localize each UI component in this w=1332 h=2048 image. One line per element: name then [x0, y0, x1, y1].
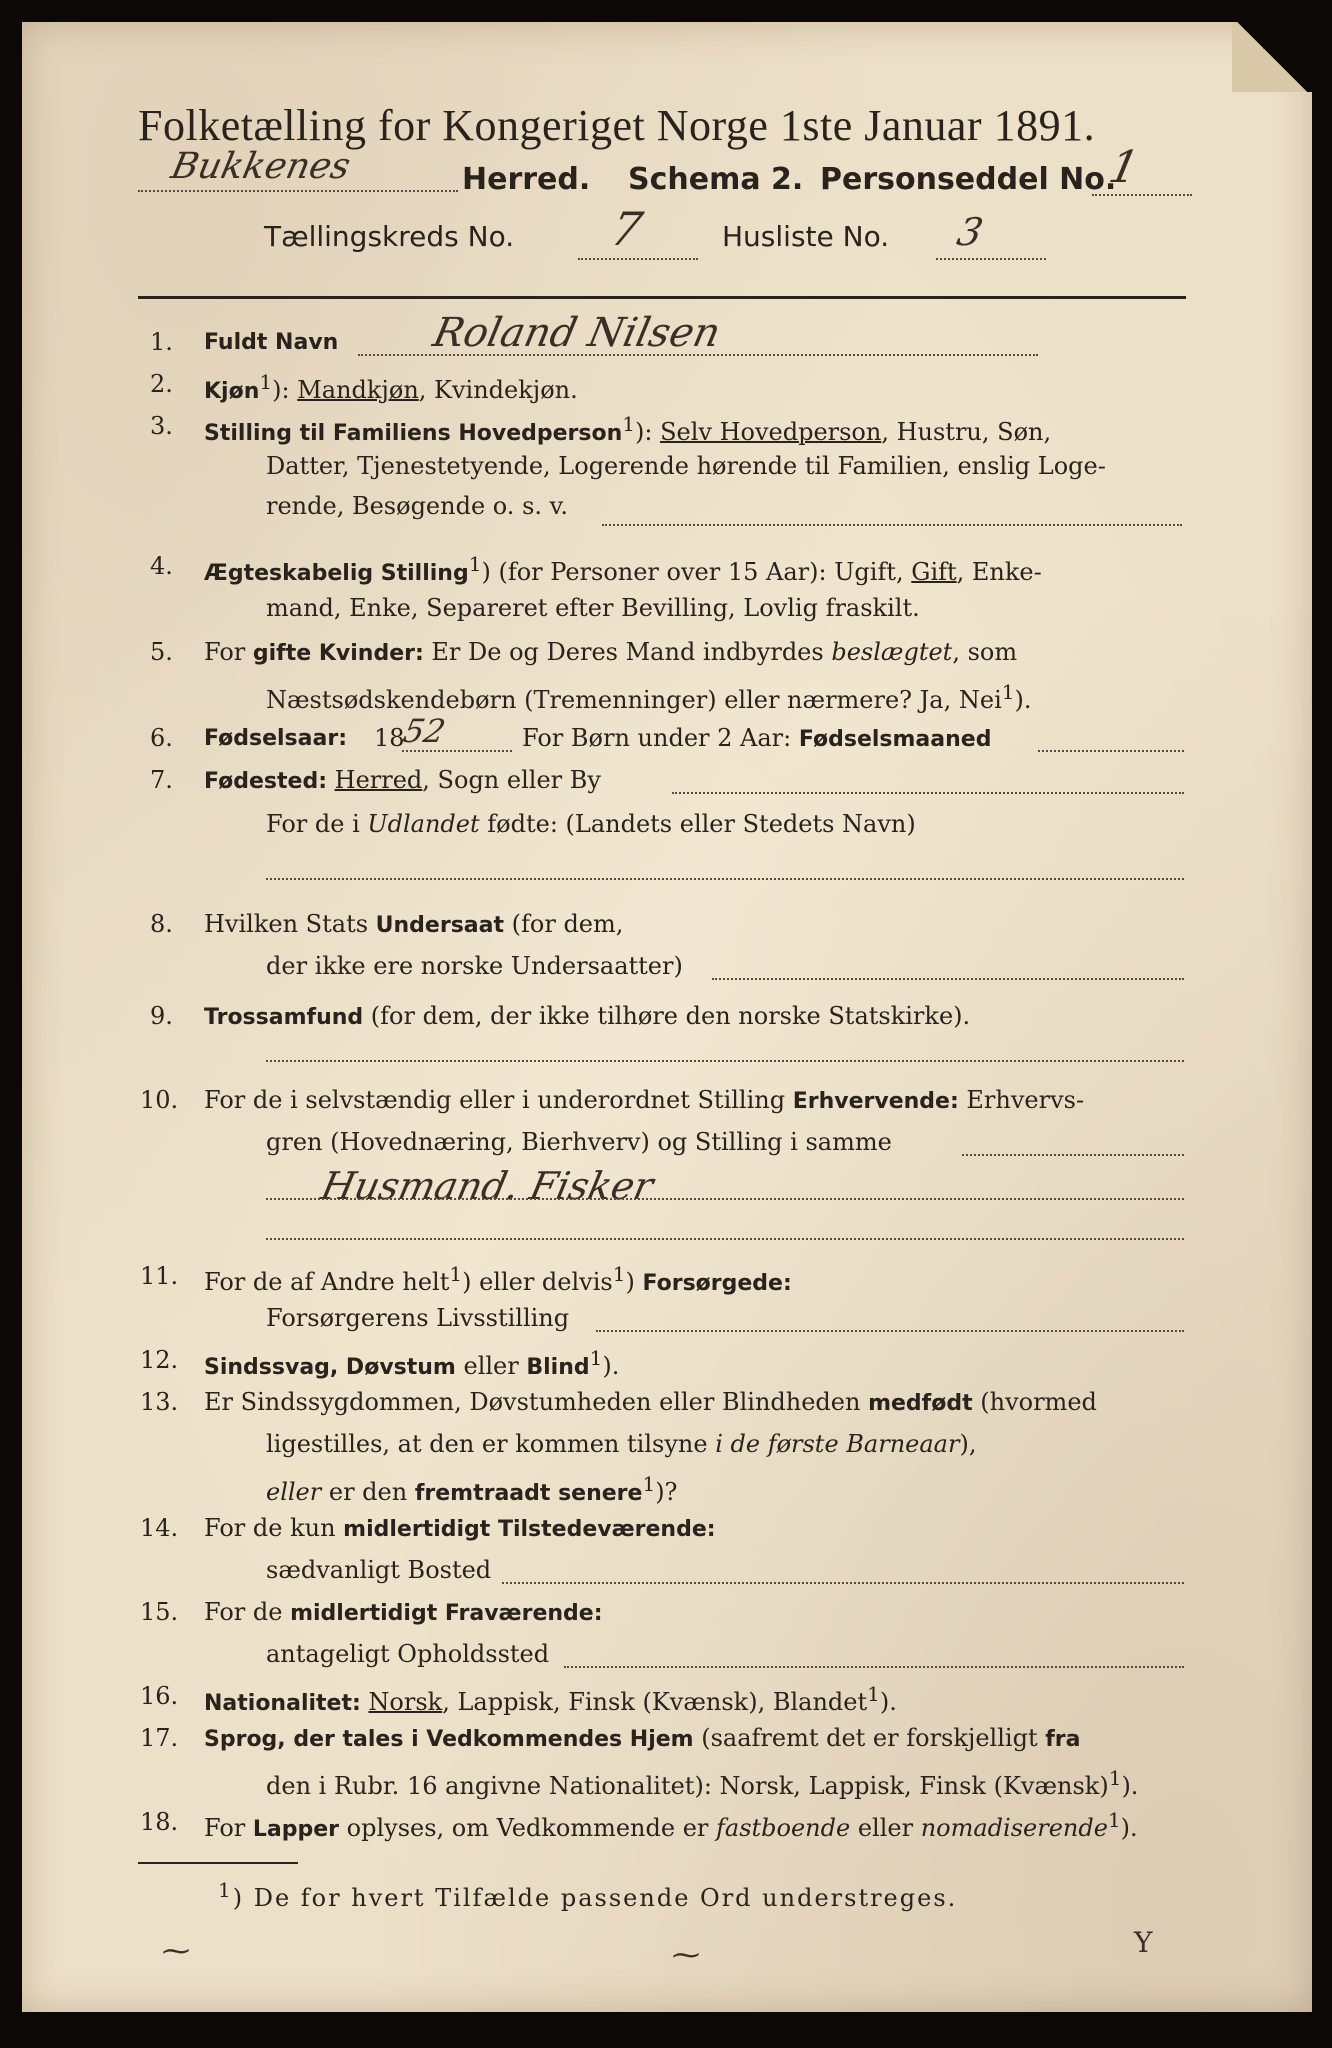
item-10-dots — [962, 1154, 1184, 1156]
item-8-number: 8. — [150, 910, 173, 938]
item-8-line2: der ikke ere norske Undersaatter) — [266, 952, 683, 980]
kreds-dots — [578, 258, 698, 260]
kreds-label: Tællingskreds No. — [264, 220, 515, 253]
item-5-line2: Næstsødskendebørn (Tremenninger) eller nærmere? Ja, Nei$^1$). — [266, 680, 1032, 714]
item-16-text: Nationalitet: Norsk, Lappisk, Finsk (Kvænsk), Blandet$^1$). — [204, 1682, 897, 1716]
item-12-number: 12. — [140, 1346, 179, 1374]
item-2-text: Kjøn$^1$): Mandkjøn, Kvindekjøn. — [204, 370, 578, 404]
item-4-number: 4. — [150, 552, 173, 580]
personseddel-value: 1 — [1104, 142, 1144, 193]
item-6-year-value: 52 — [399, 712, 449, 750]
husliste-value: 3 — [953, 210, 987, 254]
header-rule — [138, 296, 1186, 299]
footnote: $^1$) De for hvert Tilfælde passende Ord understreges. — [218, 1878, 958, 1912]
item-15-text: For de midlertidigt Fraværende: — [204, 1598, 603, 1626]
item-9-text: Trossamfund (for dem, der ikke tilhøre den norske Statskirke). — [204, 1002, 971, 1030]
item-8-text: Hvilken Stats Undersaat (for dem, — [204, 910, 624, 938]
schema-label: Schema 2. — [628, 162, 804, 197]
item-17-text: Sprog, der tales i Vedkommendes Hjem (saafremt det er forskjelligt fra — [204, 1724, 1081, 1752]
item-13-text: Er Sindssygdommen, Døvstumheden eller Blindheden medfødt (hvormed — [204, 1388, 1097, 1416]
item-16-number: 16. — [140, 1682, 179, 1710]
item-3-line2: Datter, Tjenestetyende, Logerende hørende til Familien, enslig Loge- — [266, 452, 1106, 480]
item-13-line3: eller er den fremtraadt senere$^1$)? — [266, 1472, 678, 1506]
item-3-number: 3. — [150, 412, 173, 440]
form-title: Folketælling for Kongeriget Norge 1ste Januar 1891. — [138, 101, 1096, 150]
item-14-text: For de kun midlertidigt Tilstedeværende: — [204, 1514, 716, 1542]
item-7-dots-2 — [266, 878, 1184, 880]
margin-mark-center: ⁓ — [672, 1938, 700, 1971]
herred-label: Herred. — [462, 162, 591, 197]
footnote-rule — [138, 1862, 298, 1864]
item-6-year-dots — [402, 750, 512, 752]
census-form — [22, 22, 1312, 2012]
item-1-number: 1. — [150, 328, 173, 356]
item-15-number: 15. — [140, 1598, 179, 1626]
item-10-text: For de i selvstændig eller i underordnet Stilling Erhvervende: Erhvervs- — [204, 1086, 1085, 1114]
item-6-year-prefix: 18 — [374, 724, 405, 752]
item-4-text: Ægteskabelig Stilling$^1$) (for Personer over 15 Aar): Ugift, Gift, Enke- — [204, 552, 1042, 586]
item-5-text: For gifte Kvinder: Er De og Deres Mand indbyrdes beslægtet, som — [204, 638, 1018, 666]
personseddel-dots — [1092, 194, 1192, 196]
item-12-text: Sindssvag, Døvstum eller Blind$^1$). — [204, 1346, 620, 1380]
margin-mark-left: ⁓ — [162, 1934, 190, 1967]
item-14-number: 14. — [140, 1514, 179, 1542]
item-9-number: 9. — [150, 1002, 173, 1030]
item-10-number: 10. — [140, 1086, 179, 1114]
item-1-label: Fuldt Navn — [204, 330, 339, 355]
item-10-dots-3 — [266, 1238, 1184, 1240]
item-4-line2: mand, Enke, Separeret efter Bevilling, Lovlig fraskilt. — [266, 594, 920, 622]
item-17-line2: den i Rubr. 16 angivne Nationalitet): Norsk, Lappisk, Finsk (Kvænsk)$^1$). — [266, 1766, 1139, 1800]
item-10-dots-2 — [266, 1198, 1184, 1200]
item-7-number: 7. — [150, 766, 173, 794]
item-6-dots — [1038, 750, 1184, 752]
item-6-text: For Børn under 2 Aar: Fødselsmaaned — [522, 724, 992, 752]
item-11-text: For de af Andre helt$^1$) eller delvis$^1$) Forsørgede: — [204, 1262, 792, 1296]
item-17-number: 17. — [140, 1724, 179, 1752]
husliste-dots — [936, 258, 1046, 260]
item-3-dots — [602, 524, 1182, 526]
item-15-dots — [564, 1666, 1184, 1668]
item-14-dots — [502, 1582, 1184, 1584]
item-11-number: 11. — [140, 1262, 179, 1290]
item-5-number: 5. — [150, 638, 173, 666]
kreds-value: 7 — [606, 202, 648, 256]
item-13-line2: ligestilles, at den er kommen tilsyne i de første Barneaar), — [266, 1430, 977, 1458]
item-10-value: Husmand. Fisker — [317, 1164, 658, 1208]
item-3-text: Stilling til Familiens Hovedperson$^1$): Selv Hovedperson, Hustru, Søn, — [204, 412, 1052, 446]
item-18-text: For Lapper oplyses, om Vedkommende er fastboende eller nomadiserende$^1$). — [204, 1808, 1138, 1842]
item-2-number: 2. — [150, 370, 173, 398]
item-13-number: 13. — [140, 1388, 179, 1416]
item-1-value: Roland Nilsen — [429, 310, 725, 356]
item-18-number: 18. — [140, 1808, 179, 1836]
page-corner-fold — [1232, 22, 1312, 92]
husliste-label: Husliste No. — [722, 220, 890, 253]
item-7-line2: For de i Udlandet fødte: (Landets eller Stedets Navn) — [266, 810, 916, 838]
item-7-text: Fødested: Herred, Sogn eller By — [204, 766, 601, 794]
item-3-line3: rende, Besøgende o. s. v. — [266, 492, 568, 520]
herred-dots — [138, 190, 458, 192]
item-6-label: Fødselsaar: — [204, 726, 347, 751]
margin-mark-right: Y — [1134, 1926, 1153, 1959]
item-10-line2: gren (Hovednæring, Bierhverv) og Stilling i samme — [266, 1128, 892, 1156]
item-11-dots — [596, 1330, 1184, 1332]
item-8-dots — [712, 978, 1184, 980]
item-11-line2: Forsørgerens Livsstilling — [266, 1304, 570, 1332]
item-6-number: 6. — [150, 724, 173, 752]
item-9-dots — [266, 1060, 1184, 1062]
item-14-line2: sædvanligt Bosted — [266, 1556, 492, 1584]
item-15-line2: antageligt Opholdssted — [266, 1640, 550, 1668]
personseddel-label: Personseddel No. — [820, 162, 1117, 197]
item-7-dots — [672, 792, 1184, 794]
herred-value: Bukkenes — [167, 146, 354, 187]
